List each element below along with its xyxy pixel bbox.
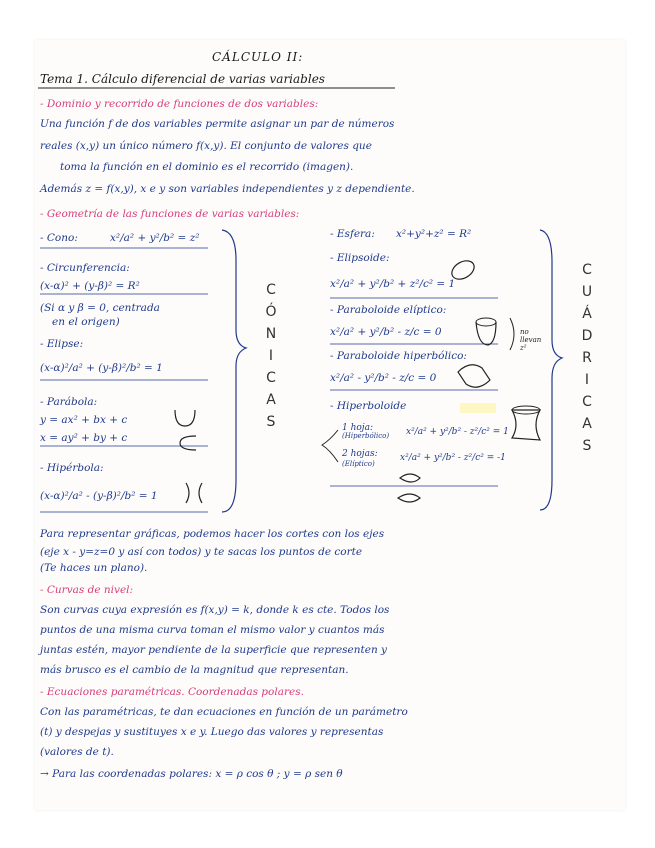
text-line: (eje x - y=z=0 y así con todos) y te sacas los puntos de corte [40,546,363,558]
circunferencia-equation: (x-α)² + (y-β)² = R² [40,280,140,292]
hoja1-sub: (Hiperbólico) [342,432,390,440]
circunferencia-note: (Si α y β = 0, centrada [40,302,160,314]
text-line: Para representar gráficas, podemos hacer los cortes con los ejes [40,528,385,540]
cuadricas-letter: Á [582,306,592,322]
cuadricas-brace [540,230,562,510]
no-llevan-note: no llevan z² [520,328,542,352]
text-line: puntos de una misma curva toman el mismo valor y cuantos más [40,624,385,636]
elipse-label: - Elipse: [40,338,84,350]
conicas-letter: C [266,282,276,298]
cuadricas-letter: I [584,372,590,388]
elipse-equation: (x-α)²/a² + (y-β)²/b² = 1 [40,362,163,374]
conicas-letter: N [265,326,277,342]
parabola-equation: y = ax² + bx + c [40,414,128,426]
paraboloide-eliptico-equation: x²/a² + y²/b² - z/c = 0 [330,326,442,338]
parabola-side-sketch [180,436,196,450]
cuadricas-letter: U [581,284,593,300]
hyperboloid-two-sheets-sketch [400,474,420,482]
cono-label: - Cono: [40,232,78,244]
text-line: juntas estén, mayor pendiente de la superficie que representen y [40,644,387,656]
hyperbola-sketch [199,483,202,503]
circunferencia-note: en el origen) [52,316,120,328]
conicas-letter: S [266,414,276,430]
text-line: reales (x,y) un único número f(x,y). El conjunto de valores que [40,140,372,152]
parabola-label: - Parábola: [40,396,98,408]
circunferencia-label: - Circunferencia: [40,262,130,274]
conicas-letter: A [266,392,276,408]
conicas-letter: I [268,348,274,364]
esfera-equation: x²+y²+z² = R² [396,228,472,240]
parabola-up-sketch [175,410,195,426]
parabola-equation: x = ay² + by + c [40,432,128,444]
topic-heading: Tema 1. Cálculo diferencial de varias variables [40,72,325,86]
hoja1-equation: x²/a² + y²/b² - z²/c² = 1 [406,427,509,437]
section-heading-geometria: - Geometría de las funciones de varias variables: [40,208,300,220]
text-line: toma la función en el dominio es el recorrido (imagen). [60,161,354,173]
cuadricas-letter: S [582,438,592,454]
text-line: Con las paramétricas, te dan ecuaciones en función de un parámetro [40,706,408,718]
cono-equation: x²/a² + y²/b² = z² [110,232,200,244]
paraboloide-hiperbolico-equation: x²/a² - y²/b² - z/c = 0 [330,372,437,384]
section-heading-dominio: - Dominio y recorrido de funciones de dos variables: [40,98,319,110]
conicas-brace [222,230,246,512]
hoja1-label: 1 hoja: [342,423,373,433]
paraboloide-eliptico-label: - Paraboloide elíptico: [330,304,447,316]
hoja2-equation: x²/a² + y²/b² - z²/c² = -1 [400,453,506,463]
cuadricas-letter: D [581,328,593,344]
text-line: más brusco es el cambio de la magnitud que representan. [40,664,349,676]
cuadricas-letter: C [582,262,592,278]
text-line: (t) y despejas y sustituyes x e y. Luego das valores y representas [40,726,384,738]
text-line: (valores de t). [40,746,114,758]
esfera-label: - Esfera: [330,228,375,240]
cuadricas-letter: C [582,394,592,410]
text-line: Son curvas cuya expresión es f(x,y) = k, donde k es cte. Todos los [40,604,390,616]
paraboloide-hiperbolico-label: - Paraboloide hiperbólico: [330,350,467,362]
highlight-mark [460,403,496,413]
hiperbola-label: - Hipérbola: [40,462,104,474]
page-title: CÁLCULO II: [212,50,304,64]
elipsoide-equation: x²/a² + y²/b² + z²/c² = 1 [330,278,456,290]
section-heading-curvas: - Curvas de nivel: [40,584,134,596]
cuadricas-letter: A [582,416,592,432]
text-line: Además z = f(x,y), x e y son variables independientes y z dependiente. [40,183,415,195]
conicas-letter: C [266,370,276,386]
elliptic-paraboloid-sketch [476,318,496,326]
saddle-sketch [458,365,490,387]
section-heading-parametricas: - Ecuaciones paramétricas. Coordenadas polares. [40,686,304,698]
polares-line: → Para las coordenadas polares: x = ρ cos θ ; y = ρ sen θ [40,768,343,780]
cuadricas-letter: R [582,350,592,366]
hiperboloide-label: - Hiperboloide [330,400,407,412]
elipsoide-label: - Elipsoide: [330,252,390,264]
hiperbola-equation: (x-α)²/a² - (y-β)²/b² = 1 [40,490,158,502]
hoja2-label: 2 hojas: [342,449,378,459]
hoja2-sub: (Elíptico) [342,460,375,468]
text-line: Una función f de dos variables permite asignar un par de números [40,118,395,130]
text-line: (Te haces un plano). [40,562,148,574]
conicas-letter: Ó [265,304,277,320]
